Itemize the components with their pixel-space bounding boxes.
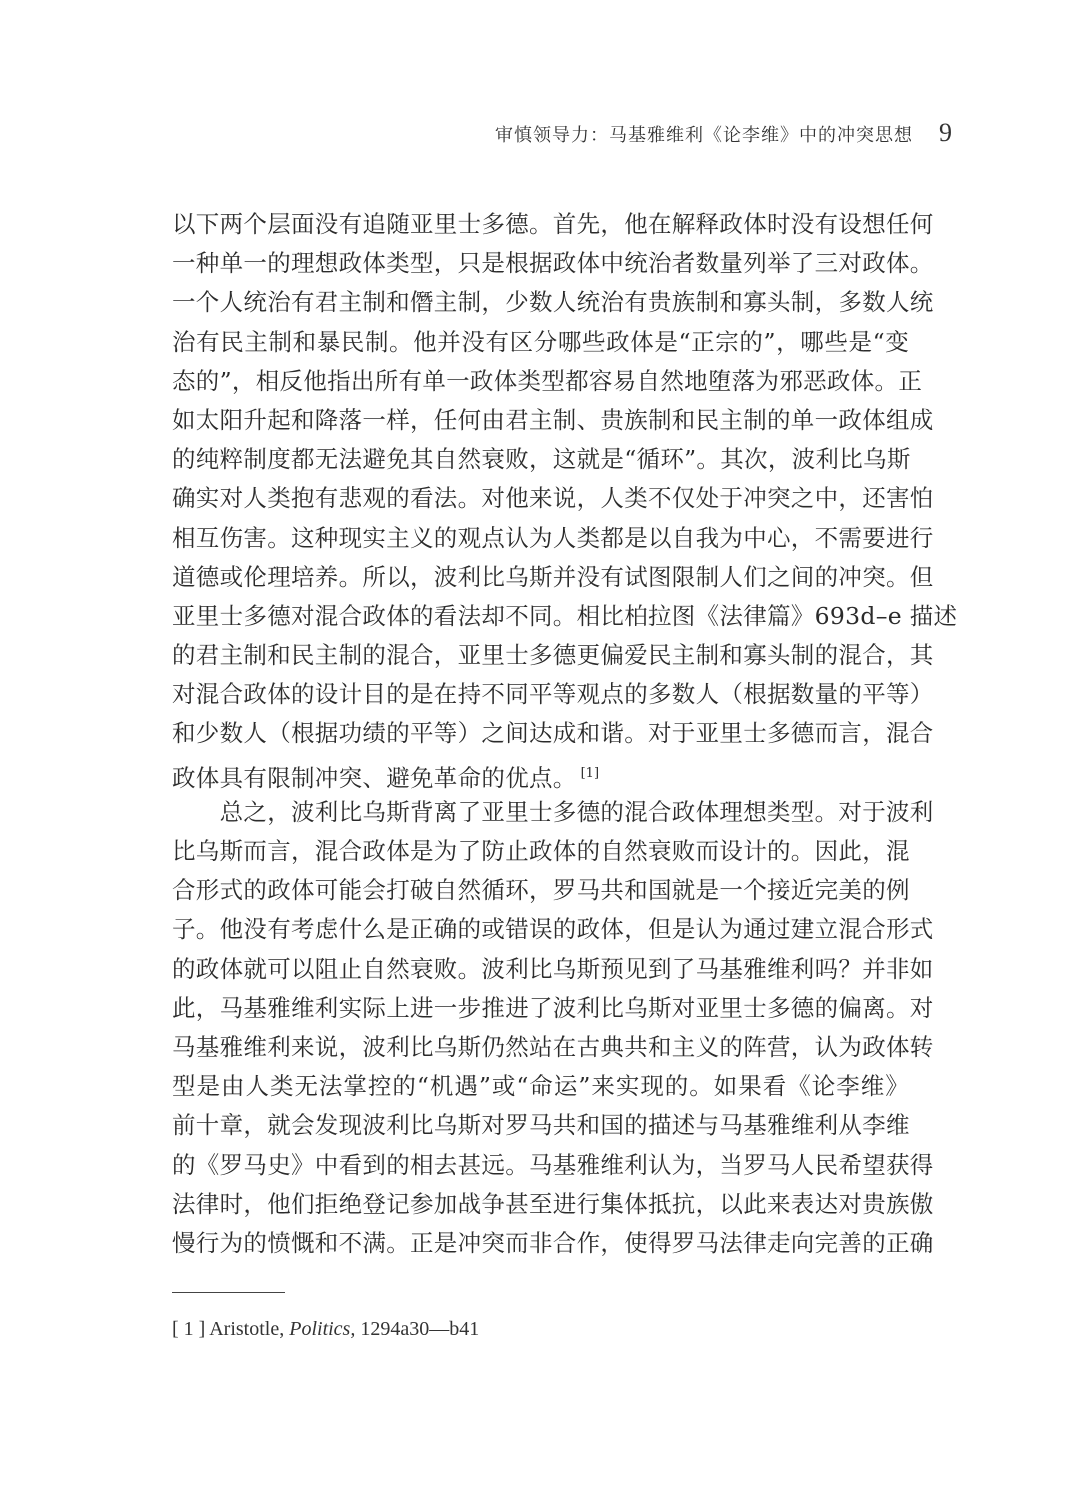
text-line: 亚里士多德对混合政体的看法却不同。相比柏拉图《法律篇》693d–e 描述 (172, 601, 958, 630)
running-title: 审慎领导力：马基雅维利《论李维》中的冲突思想 (495, 125, 913, 146)
text-line-last (172, 754, 909, 793)
text-line: 确实对人类抱有悲观的看法。对他来说，人类不仅处于冲突之中，还害怕 (172, 484, 934, 513)
text-line: 相互伤害。这种现实主义的观点认为人类都是以自我为中心，不需要进行 (172, 523, 934, 552)
text-line: 慢行为的愤慨和不满。正是冲突而非合作，使得罗马法律走向完善的正确 (172, 1228, 934, 1257)
text-line: 的纯粹制度都无法避免其自然衰败，这就是“循环”。其次，波利比乌斯 (172, 445, 911, 474)
text-line-content: 政体具有限制冲突、避免革命的优点。 (172, 763, 577, 792)
text-line: 总之，波利比乌斯背离了亚里士多德的混合政体理想类型。对于波利 (172, 797, 934, 826)
footnote-marker: [ 1 ] (172, 1318, 206, 1340)
paragraph-1 (172, 205, 958, 793)
running-header (495, 118, 952, 148)
text-line: 对混合政体的设计目的是在持不同平等观点的多数人（根据数量的平等） (172, 680, 934, 709)
text-line: 的政体就可以阻止自然衰败。波利比乌斯预见到了马基雅维利吗？并非如 (172, 954, 934, 983)
text-line: 法律时，他们拒绝登记参加战争甚至进行集体抵抗，以此来表达对贵族傲 (172, 1189, 934, 1218)
footnote-divider (172, 1292, 285, 1293)
text-line: 道德或伦理培养。所以，波利比乌斯并没有试图限制人们之间的冲突。但 (172, 562, 934, 591)
text-line: 比乌斯而言，混合政体是为了防止政体的自然衰败而设计的。因此，混 (172, 837, 910, 865)
footnote-work-title: Politics, (289, 1318, 356, 1340)
text-line: 以下两个层面没有追随亚里士多德。首先，他在解释政体时没有设想任何 (172, 210, 934, 238)
text-line: 马基雅维利来说，波利比乌斯仍然站在古典共和主义的阵营，认为政体转 (172, 1032, 934, 1061)
text-line: 一个人统治有君主制和僭主制，少数人统治有贵族制和寡头制，多数人统 (172, 288, 934, 317)
footnote-reference[interactable]: [1] (580, 765, 600, 781)
text-line: 治有民主制和暴民制。他并没有区分哪些政体是“正宗的”，哪些是“变 (172, 327, 909, 356)
footnote-author: Aristotle, (209, 1318, 285, 1340)
paragraph-2 (172, 793, 934, 1263)
text-line: 态的”，相反他指出所有单一政体类型都容易自然地堕落为邪恶政体。正 (172, 366, 923, 395)
page-number: 9 (939, 118, 952, 147)
footnote (172, 1318, 479, 1341)
text-line: 前十章，就会发现波利比乌斯对罗马共和国的描述与马基雅维利从李维 (172, 1111, 910, 1140)
text-line: 和少数人（根据功绩的平等）之间达成和谐。对于亚里士多德而言，混合 (172, 719, 934, 748)
body-text (172, 205, 958, 1263)
text-line: 型是由人类无法掌控的“机遇”或“命运”来实现的。如果看《论李维》 (172, 1072, 909, 1101)
text-line: 一种单一的理想政体类型，只是根据政体中统治者数量列举了三对政体。 (172, 249, 934, 278)
text-line: 合形式的政体可能会打破自然循环，罗马共和国就是一个接近完美的例 (172, 876, 910, 905)
text-line: 此，马基雅维利实际上进一步推进了波利比乌斯对亚里士多德的偏离。对 (172, 993, 934, 1022)
text-line: 如太阳升起和降落一样，任何由君主制、贵族制和民主制的单一政体组成 (172, 405, 934, 434)
text-line: 的君主制和民主制的混合，亚里士多德更偏爱民主制和寡头制的混合，其 (172, 641, 934, 670)
text-line: 的《罗马史》中看到的相去甚远。马基雅维利认为，当罗马人民希望获得 (172, 1150, 934, 1179)
footnote-location: 1294a30—b41 (360, 1318, 480, 1340)
text-line: 子。他没有考虑什么是正确的或错误的政体，但是认为通过建立混合形式 (172, 915, 934, 944)
